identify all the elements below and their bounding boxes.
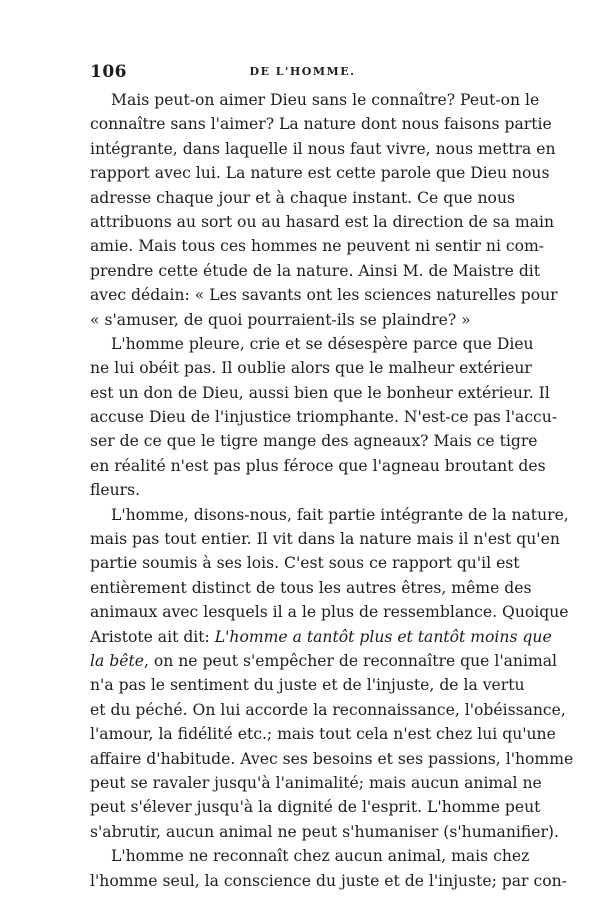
text-line-plain: Aristote ait dit: [90,627,210,646]
text-line: avec dédain: « Les savants ont les sciences naturelles pour [90,286,558,305]
text-line: entièrement distinct de tous les autres êtres, même des [90,578,532,597]
text-line: est un don de Dieu, aussi bien que le bonheur extérieur. Il [90,383,550,402]
text-line: connaître sans l'aimer? La nature dont nous faisons partie [90,115,552,134]
text-line: l'amour, la fidélité etc.; mais tout cela n'est chez lui qu'une [90,725,556,744]
text-line: accuse Dieu de l'injustice triomphante. N'est-ce pas l'accu- [90,408,558,427]
text-line-italic: L'homme a tantôt plus et tantôt moins que [214,627,552,646]
text-line: attribuons au sort ou au hasard est la direction de sa main [90,212,555,231]
text-line: partie soumis à ses lois. C'est sous ce rapport qu'il est [90,554,520,573]
text-line: et du péché. On lui accorde la reconnaissance, l'obéissance, [90,700,566,719]
text-line: amie. Mais tous ces hommes ne peuvent ni sentir ni com- [90,237,545,256]
running-head: DE L'HOMME. [249,65,356,78]
text-line: ne lui obéit pas. Il oublie alors que le malheur extérieur [90,359,532,378]
page-header [90,62,515,82]
text-line: L'homme, disons-nous, fait partie intégrante de la nature, [111,505,569,524]
text-line: fleurs. [90,481,141,500]
text-line: n'a pas le sentiment du juste et de l'injuste, de la vertu [90,676,525,695]
body-text [90,88,574,893]
text-line [90,649,558,673]
text-line: intégrante, dans laquelle il nous faut vivre, nous mettra en [90,139,556,158]
text-line: L'homme ne reconnaît chez aucun animal, mais chez [111,847,530,866]
text-line: L'homme pleure, crie et se désespère parce que Dieu [111,334,534,353]
text-line: Mais peut-on aimer Dieu sans le connaître? Peut-on le [111,91,540,109]
text-line-plain: , on ne peut s'empêcher de reconnaître que l'animal [143,651,558,670]
text-line: « s'amuser, de quoi pourraient-ils se plaindre? » [90,310,471,329]
text-line: animaux avec lesquels il a le plus de ressemblance. Quoique [90,603,569,622]
text-line: affaire d'habitude. Avec ses besoins et ses passions, l'homme [90,749,574,768]
text-line [90,625,552,649]
text-line: rapport avec lui. La nature est cette parole que Dieu nous [90,164,550,183]
text-line: peut s'élever jusqu'à la dignité de l'esprit. L'homme peut [90,798,541,817]
text-line: en réalité n'est pas plus féroce que l'agneau broutant des [90,456,546,475]
text-line: s'abrutir, aucun animal ne peut s'humaniser (s'humanifier). [90,822,559,841]
text-line: l'homme seul, la conscience du juste et de l'injuste; par con- [90,871,567,890]
text-line: ser de ce que le tigre mange des agneaux? Mais ce tigre [90,432,538,451]
page-number: 106 [90,62,127,82]
text-line: prendre cette étude de la nature. Ainsi M. de Maistre dit [90,261,541,280]
text-line: mais pas tout entier. Il vit dans la nature mais il n'est qu'en [90,530,560,549]
text-line-italic: la bête [90,651,144,670]
text-line: peut se ravaler jusqu'à l'animalité; mais aucun animal ne [90,773,542,792]
text-line: adresse chaque jour et à chaque instant. Ce que nous [90,188,515,207]
